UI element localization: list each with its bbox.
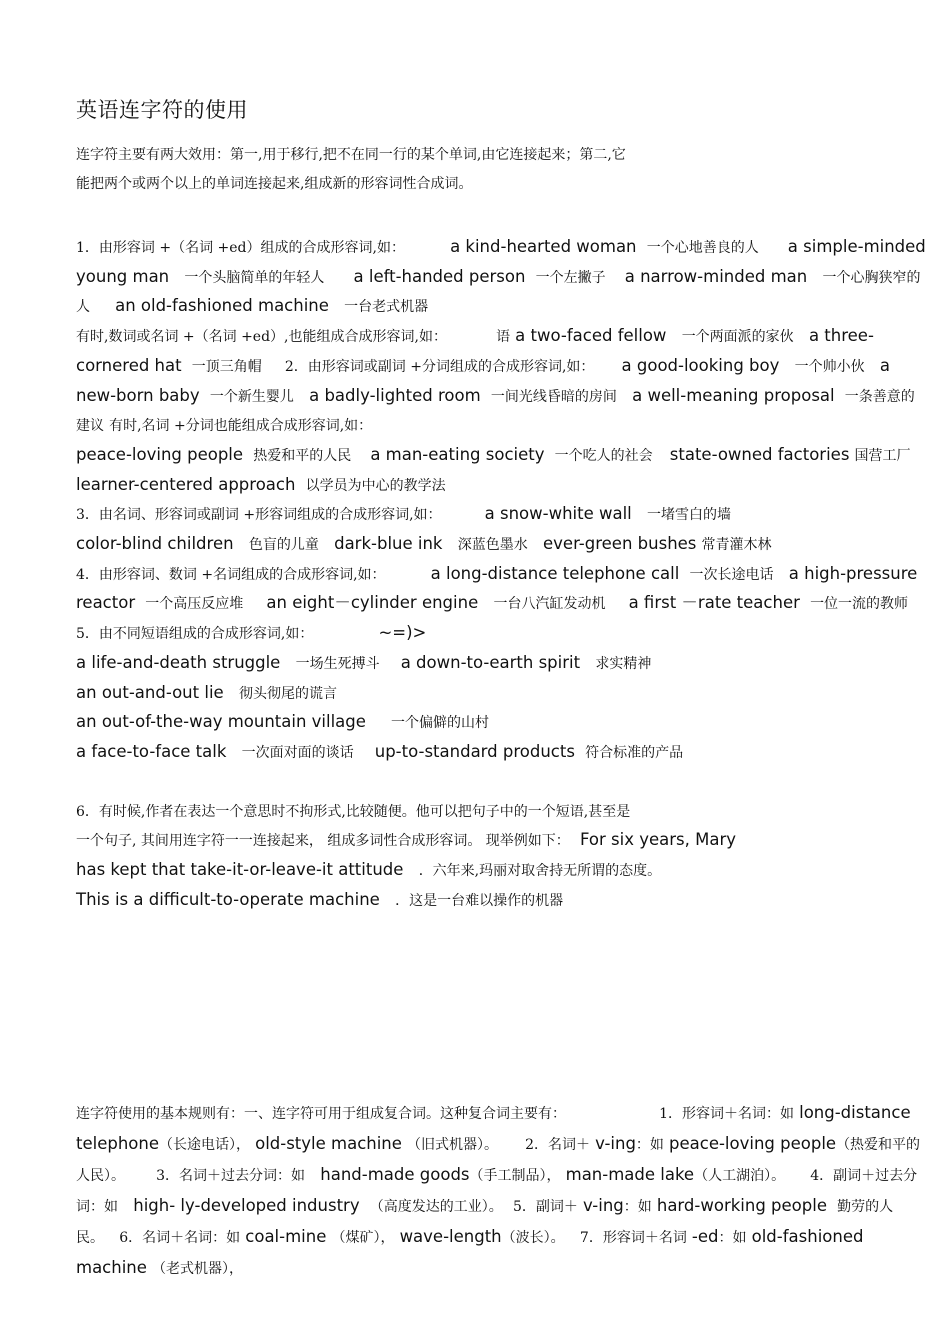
example-cn: 一个两面派的家伙	[681, 329, 794, 346]
example-cn: 一条善意的建议	[76, 388, 915, 435]
rule-item: 2．名词＋	[525, 1137, 591, 1153]
rule-example: man-made lake	[565, 1165, 695, 1184]
example-cn: 色盲的儿童	[248, 537, 319, 554]
example-en: an old-fashioned machine	[115, 296, 329, 316]
rule-item: 4．副词＋过去分词：如	[76, 1168, 918, 1215]
example-en: a long-distance telephone call	[430, 563, 680, 583]
example-en: For six years, Mary	[579, 830, 736, 850]
example-cn: 常青灌木林	[701, 537, 772, 554]
note-prefix: 语	[496, 329, 511, 346]
example-cn: 热爱和平的人民	[253, 447, 352, 464]
rule-example: long-distance telephone	[76, 1103, 911, 1153]
rule-example-cn: （旧式机器）。	[407, 1137, 499, 1153]
example-en: This is a difficult-to-operate machine	[76, 889, 380, 909]
example-cn: 求实精神	[595, 655, 652, 672]
example-en: ever-green bushes	[543, 534, 697, 554]
example-en: a simple-minded young man	[76, 237, 926, 286]
example-cn: ．六年来,玛丽对取舍持无所谓的态度。	[418, 863, 662, 880]
example-cn: 一台八汽缸发动机	[493, 596, 606, 613]
rule-example-cn: （热爱和平的人民）。	[76, 1137, 921, 1184]
intro-line: 连字符主要有两大效用：第一,用于移行,把不在同一行的某个单词,由它连接起来；第二,它	[76, 147, 626, 163]
rules-intro: 连字符使用的基本规则有：一、连字符可用于组成复合词。这种复合词主要有：	[76, 1106, 566, 1122]
example-cn: 深蓝色墨水	[457, 537, 528, 554]
rule-item-en: v-ing	[582, 1196, 624, 1215]
example-en: a narrow-minded man	[624, 266, 808, 286]
example-en: a first －rate teacher	[628, 593, 800, 613]
intro-paragraph	[76, 141, 796, 199]
example-en: an eight－cylinder engine	[266, 593, 479, 613]
section-heading: 4．由形容词、数词 +名词组成的合成形容词,如：	[76, 566, 386, 583]
rule-item-tail: ：如	[635, 1137, 664, 1153]
example-en: a face-to-face talk	[76, 741, 227, 761]
example-cn: 一个心地善良的人	[646, 240, 759, 256]
rule-example-cn: （老式机器），	[152, 1261, 244, 1277]
example-cn: 一个头脑简单的年轻人	[184, 269, 325, 286]
rule-example-cn: （煤矿），	[331, 1230, 395, 1246]
example-cn: ．这是一台难以操作的机器	[395, 892, 564, 909]
example-cn: 一次面对面的谈话	[241, 744, 354, 761]
example-en: a kind-hearted woman	[450, 237, 637, 256]
example-en: a high-pressure reactor	[76, 563, 918, 613]
rule-example: peace-loving people	[669, 1134, 837, 1153]
example-cn: 一间光线昏暗的房间	[490, 388, 617, 405]
rule-example: coal-mine	[245, 1227, 327, 1246]
example-cn: 符合标准的产品	[585, 744, 684, 761]
example-cn: 一个心胸狭窄的人	[76, 269, 921, 316]
section-heading: 3．由名词、形容词或副词 +形容词组成的合成形容词,如：	[76, 507, 442, 524]
rule-item-tail: ：如	[718, 1230, 747, 1246]
section-text: 6．有时候,作者在表达一个意思时不拘形式,比较随便。他可以把句子中的一个短语,甚至是	[76, 803, 631, 820]
rule-example-cn: （长途电话），	[159, 1137, 250, 1153]
intro-line: 能把两个或两个以上的单词连接起来,组成新的形容词性合成词。	[76, 176, 473, 192]
example-en: peace-loving people	[76, 444, 244, 464]
rule-example: old-style machine	[255, 1134, 402, 1153]
example-en: color-blind children	[76, 534, 234, 554]
rule-item-en: -ed	[691, 1227, 719, 1246]
example-en: state-owned factories	[669, 444, 850, 464]
example-cn: 一顶三角帽	[191, 358, 262, 375]
example-cn: 一次长途电话	[689, 566, 774, 583]
example-cn: 一个帅小伙	[794, 358, 865, 375]
example-cn: 一堵雪白的墙	[647, 507, 732, 524]
example-cn: 以学员为中心的教学法	[305, 477, 446, 494]
rule-example: hand-made goods	[320, 1165, 470, 1184]
rule-item: 3．名词＋过去分词：如	[156, 1168, 306, 1184]
rule-example: high- ly-developed industry	[133, 1196, 360, 1215]
rule-item: 7．形容词＋名词	[579, 1230, 687, 1246]
example-en: an out-of-the-way mountain village	[76, 712, 366, 732]
rule-item-tail: ：如	[623, 1199, 652, 1215]
rules-section	[76, 1098, 926, 1284]
example-en: a well-meaning proposal	[632, 385, 835, 405]
section-5	[76, 619, 926, 768]
rule-example: wave-length	[399, 1227, 502, 1246]
section-1	[76, 233, 926, 500]
example-cn: 一场生死搏斗	[295, 655, 380, 672]
rule-example-cn: （手工制品），	[469, 1168, 561, 1184]
rule-example: old-fashioned machine	[76, 1227, 864, 1277]
example-en: a down-to-earth spirit	[400, 652, 581, 672]
example-en: a left-handed person	[353, 266, 526, 286]
rule-item-en: v-ing	[595, 1134, 636, 1153]
example-en: has kept that take-it-or-leave-it attitude	[76, 860, 404, 880]
document-body	[76, 233, 926, 915]
rule-example: hard-working people	[656, 1196, 827, 1215]
rule-example-cn: （高度发达的工业）。	[369, 1199, 503, 1215]
section-heading: 2．由形容词或副词 +分词组成的合成形容词,如：	[284, 358, 595, 375]
rule-item: 5．副词＋	[512, 1199, 578, 1215]
example-en: up-to-standard products	[374, 741, 575, 761]
section-note: 有时,数词或名词 +（名词 +ed）,也能组成合成形容词,如：	[76, 329, 447, 346]
example-cn: 一个左撇子	[535, 269, 606, 286]
example-en: a snow-white wall	[484, 504, 632, 524]
example-en: dark-blue ink	[334, 534, 443, 554]
example-cn: 一个高压反应堆	[145, 596, 244, 613]
section-3	[76, 500, 926, 559]
example-en: a new-born baby	[76, 355, 891, 405]
example-cn: 彻头彻尾的谎言	[238, 685, 337, 702]
section-4	[76, 560, 926, 619]
rule-example-cn: 勤劳的人民。	[76, 1199, 894, 1246]
section-heading: 1．由形容词 +（名词 +ed）组成的合成形容词,如：	[76, 240, 405, 256]
example-en: a life-and-death struggle	[76, 652, 281, 672]
example-cn: 一个吃人的社会	[554, 447, 653, 464]
example-en: learner-centered approach	[76, 474, 296, 494]
section-6	[76, 797, 926, 916]
stray-text: ~=)>	[378, 623, 427, 643]
example-cn: 国营工厂	[854, 447, 911, 464]
rules-paragraph	[76, 1098, 926, 1284]
example-en: a man-eating society	[370, 444, 545, 464]
example-cn: 一个新生婴儿	[209, 388, 294, 405]
example-en: an out-and-out lie	[76, 682, 224, 702]
example-cn: 一台老式机器	[344, 299, 429, 316]
rule-item: 1．形容词＋名词：如	[659, 1106, 795, 1122]
section-note: 有时,名词 +分词也能组成合成形容词,如：	[109, 418, 373, 435]
section-text: 一个句子, 其间用连字符一一连接起来， 组成多词性合成形容词。 现举例如下：	[76, 833, 570, 850]
section-heading: 5．由不同短语组成的合成形容词,如：	[76, 626, 314, 643]
example-en: a badly-lighted room	[309, 385, 481, 405]
example-en: a two-faced fellow	[515, 326, 667, 346]
page-title: 英语连字符的使用	[76, 98, 248, 122]
example-cn: 一位一流的教师	[810, 596, 909, 613]
example-en: a three-cornered hat	[76, 326, 874, 375]
example-cn: 一个偏僻的山村	[391, 715, 489, 732]
example-en: a good-looking boy	[621, 355, 780, 375]
rule-example-cn: （波长）。	[501, 1230, 565, 1246]
rule-item: 6．名词＋名词：如	[119, 1230, 241, 1246]
rule-example-cn: （人工湖泊）。	[694, 1168, 786, 1184]
